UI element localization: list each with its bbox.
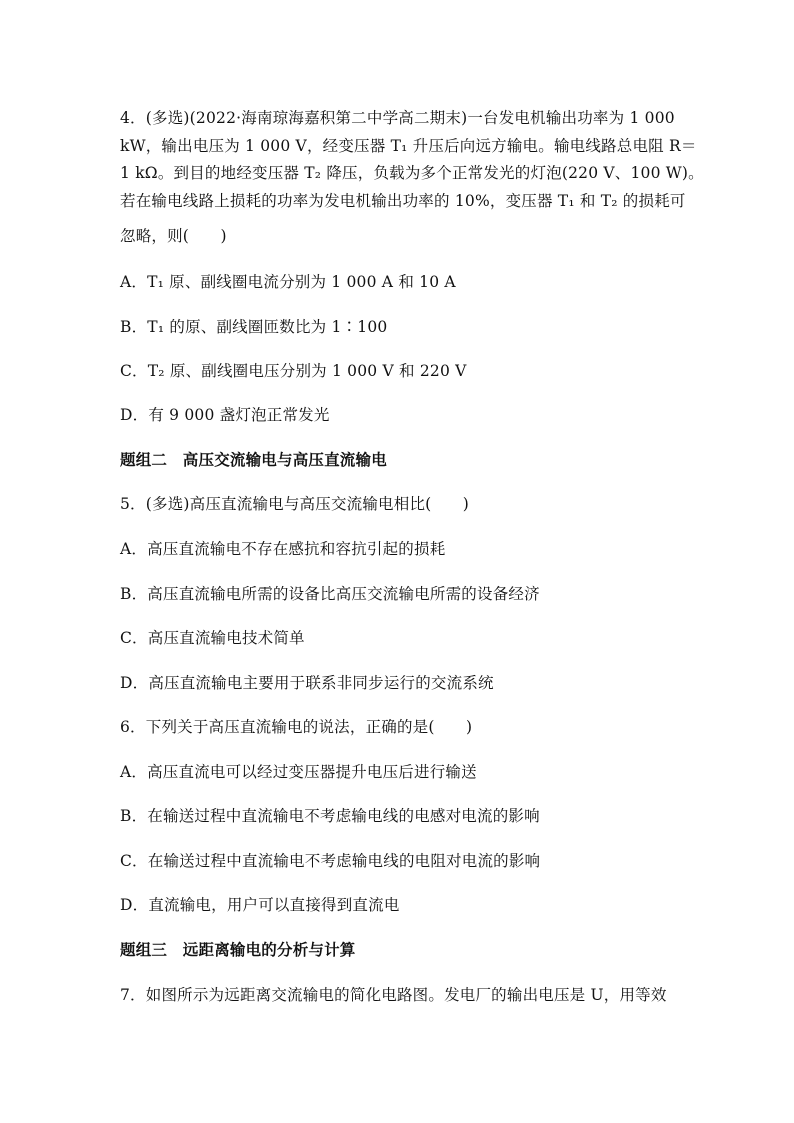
q5-option-a: A．高压直流输电不存在感抗和容抗引起的损耗 <box>120 540 446 558</box>
q4-line-1: 4．(多选)(2022·海南琼海嘉积第二中学高二期末)一台发电机输出功率为 1 000 <box>120 109 675 127</box>
q7-line-1: 7．如图所示为远距离交流输电的简化电路图。发电厂的输出电压是 U，用等效 <box>120 986 667 1004</box>
q4-line-3: 1 kΩ。到目的地经变压器 T₂ 降压，负载为多个正常发光的灯泡(220 V、100 W)。 <box>120 164 704 182</box>
q5-option-c: C．高压直流输电技术简单 <box>120 629 305 647</box>
q4-option-d: D．有 9 000 盏灯泡正常发光 <box>120 406 330 424</box>
q6-option-a: A．高压直流电可以经过变压器提升电压后进行输送 <box>120 763 477 781</box>
q4-line-4: 若在输电线路上损耗的功率为发电机输出功率的 10%，变压器 T₁ 和 T₂ 的损耗可 <box>120 192 686 210</box>
q4-line-2: kW，输出电压为 1 000 V，经变压器 T₁ 升压后向远方输电。输电线路总电阻 R＝ <box>120 137 697 155</box>
q6-option-d: D．直流输电，用户可以直接得到直流电 <box>120 896 400 914</box>
q4-option-b: B．T₁ 的原、副线圈匝数比为 1∶100 <box>120 318 388 336</box>
q5-stem: 5．(多选)高压直流输电与高压交流输电相比( ) <box>120 495 470 513</box>
q6-option-b: B．在输送过程中直流输电不考虑输电线的电感对电流的影响 <box>120 807 540 825</box>
group2-heading: 题组二 高压交流输电与高压直流输电 <box>120 450 387 469</box>
q6-option-c: C．在输送过程中直流输电不考虑输电线的电阻对电流的影响 <box>120 852 541 870</box>
q4-line-5: 忽略，则( ) <box>120 227 227 245</box>
group3-heading: 题组三 远距离输电的分析与计算 <box>120 940 356 959</box>
q4-option-a: A．T₁ 原、副线圈电流分别为 1 000 A 和 10 A <box>120 273 456 291</box>
q5-option-d: D．高压直流输电主要用于联系非同步运行的交流系统 <box>120 674 494 692</box>
q4-option-c: C．T₂ 原、副线圈电压分别为 1 000 V 和 220 V <box>120 362 467 380</box>
q5-option-b: B．高压直流输电所需的设备比高压交流输电所需的设备经济 <box>120 585 540 603</box>
q6-stem: 6．下列关于高压直流输电的说法，正确的是( ) <box>120 718 473 736</box>
